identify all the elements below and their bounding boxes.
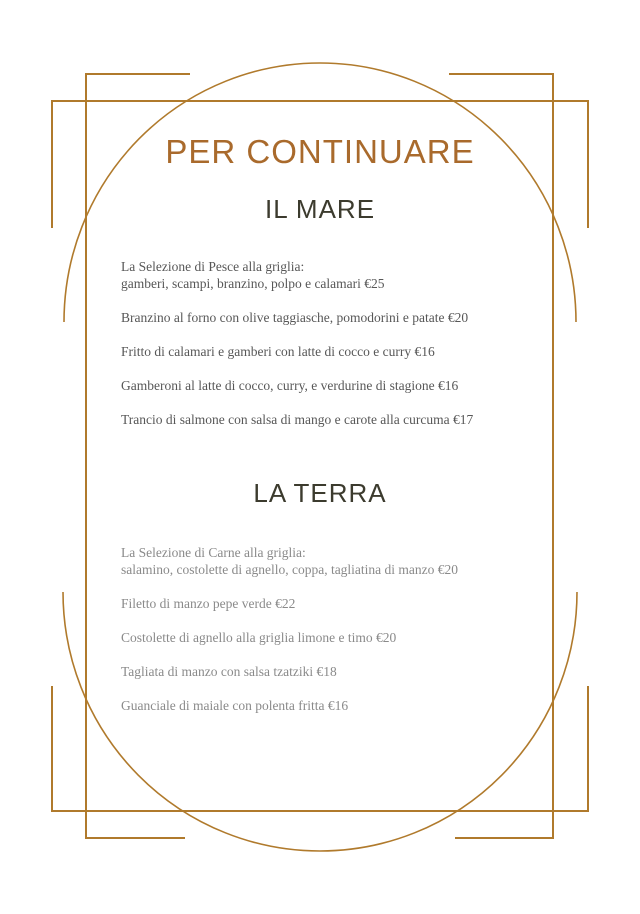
page-title: PER CONTINUARE: [165, 133, 475, 170]
item-text: Guanciale di maiale con polenta fritta €16: [121, 698, 349, 713]
menu-item: [121, 663, 458, 680]
inner-top-right-corner: [449, 74, 553, 838]
item-text: Costolette di agnello alla griglia limone e timo €20: [121, 630, 397, 645]
item-text: Branzino al forno con olive taggiasche, pomodorini e patate €20: [121, 310, 469, 325]
menu-item: [121, 377, 473, 394]
menu-item: [121, 258, 473, 292]
menu-list-terra: [121, 544, 458, 731]
item-text: La Selezione di Carne alla griglia:: [121, 545, 306, 560]
section-title-mare: IL MARE: [264, 194, 376, 224]
item-text: Filetto di manzo pepe verde €22: [121, 596, 296, 611]
item-text: Gamberoni al latte di cocco, curry, e verdurine di stagione €16: [121, 378, 459, 393]
item-text: salamino, costolette di agnello, coppa, tagliatina di manzo €20: [121, 562, 459, 577]
item-text: Trancio di salmone con salsa di mango e carote alla curcuma €17: [121, 412, 474, 427]
menu-item: [121, 309, 473, 326]
menu-item: [121, 544, 458, 578]
section-title-terra: LA TERRA: [253, 478, 387, 508]
menu-item: [121, 629, 458, 646]
item-text: La Selezione di Pesce alla griglia:: [121, 259, 305, 274]
menu-item: [121, 411, 473, 428]
menu-list-mare: [121, 258, 473, 445]
menu-item: [121, 595, 458, 612]
item-text: Fritto di calamari e gamberi con latte di cocco e curry €16: [121, 344, 435, 359]
item-text: Tagliata di manzo con salsa tzatziki €18: [121, 664, 337, 679]
menu-item: [121, 343, 473, 360]
menu-item: [121, 697, 458, 714]
item-text: gamberi, scampi, branzino, polpo e calamari €25: [121, 276, 385, 291]
